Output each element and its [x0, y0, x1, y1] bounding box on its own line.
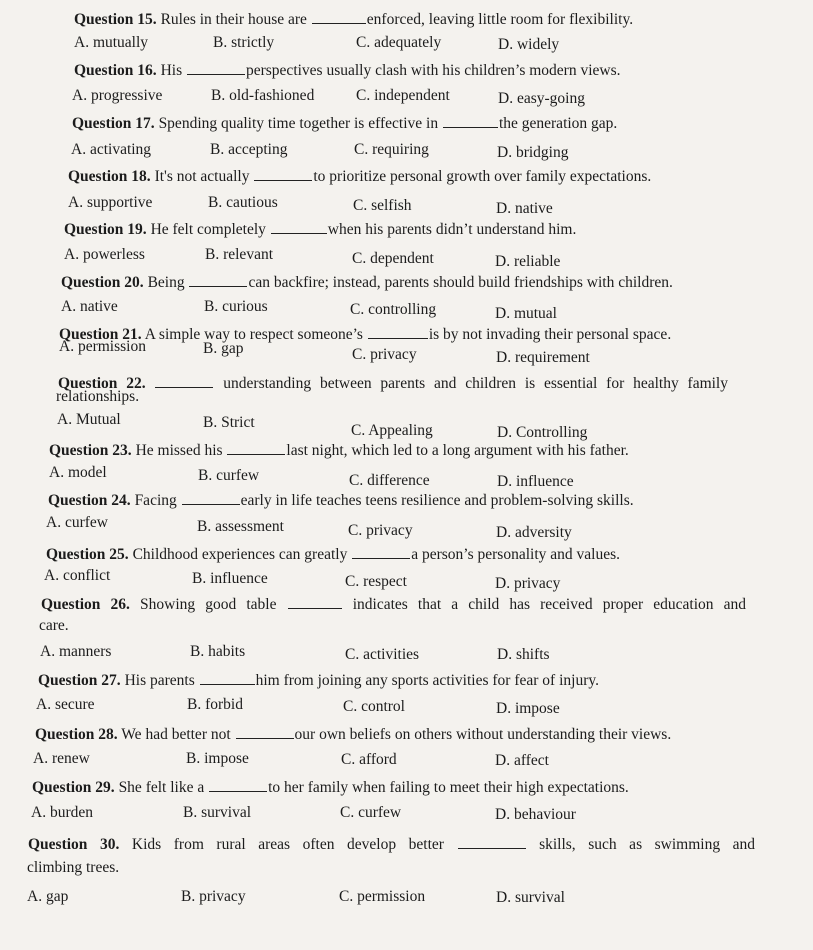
- option-d: D. requirement: [496, 349, 590, 366]
- option-d: D. easy-going: [498, 90, 585, 107]
- answer-blank: [368, 324, 428, 339]
- answer-blank: [182, 490, 240, 505]
- question-15: Question 15. Rules in their house are enforced, leaving little room for flexibility.: [74, 11, 634, 28]
- option-c: C. Appealing: [351, 422, 433, 439]
- option-c: C. adequately: [356, 34, 442, 51]
- question-text-before: Spending quality time together is effective in: [158, 115, 439, 132]
- option-a: A. powerless: [64, 246, 145, 263]
- answer-blank: [312, 9, 366, 24]
- question-text-after: enforced, leaving little room for flexibility.: [366, 11, 634, 28]
- option-b: B. accepting: [210, 141, 288, 158]
- option-a: A. supportive: [68, 194, 153, 211]
- option-b: B. Strict: [203, 414, 255, 431]
- option-c: C. permission: [339, 888, 426, 905]
- option-a: A. mutually: [74, 34, 149, 51]
- option-b: B. privacy: [181, 888, 246, 905]
- option-c: C. respect: [345, 573, 407, 590]
- option-c: C. requiring: [354, 141, 429, 158]
- question-20: Question 20. Being can backfire; instead, parents should build friendships with children.: [61, 274, 673, 291]
- question-19: Question 19. He felt completely when his parents didn’t understand him.: [64, 221, 577, 238]
- option-a: A. progressive: [72, 87, 163, 104]
- question-28: Question 28. We had better not our own beliefs on others without understanding their views.: [35, 726, 672, 743]
- option-b: B. gap: [203, 340, 244, 357]
- answer-blank: [271, 219, 327, 234]
- answer-blank: [458, 834, 526, 849]
- option-d: D. Controlling: [497, 424, 588, 441]
- question-text-after: understanding between parents and children is essential for healthy family: [223, 375, 728, 392]
- question-text-before: He missed his: [135, 442, 223, 459]
- question-text-before: He felt completely: [150, 221, 266, 238]
- option-c: C. privacy: [352, 346, 417, 363]
- option-b: B. curious: [204, 298, 268, 315]
- option-b: B. habits: [190, 643, 246, 660]
- option-b: B. cautious: [208, 194, 278, 211]
- question-27: Question 27. His parents him from joining any sports activities for fear of injury.: [38, 672, 599, 689]
- option-d: D. survival: [496, 889, 565, 906]
- option-b: B. old-fashioned: [211, 87, 315, 104]
- option-c: C. difference: [349, 472, 430, 489]
- answer-blank: [288, 594, 342, 609]
- question-16: Question 16. His perspectives usually clash with his children’s modern views.: [74, 62, 621, 79]
- option-b: B. strictly: [213, 34, 275, 51]
- option-a: A. renew: [33, 750, 90, 767]
- option-a: A. curfew: [46, 514, 108, 531]
- question-26: Question 26. Showing good table indicates that a child has received proper education and: [41, 596, 747, 613]
- question-text-after: early in life teaches teens resilience and problem-solving skills.: [240, 492, 634, 509]
- option-d: D. adversity: [496, 524, 572, 541]
- answer-blank: [200, 670, 255, 685]
- question-text-after: perspectives usually clash with his children’s modern views.: [245, 62, 621, 79]
- option-d: D. mutual: [495, 305, 557, 322]
- question-text-before: Childhood experiences can greatly: [132, 546, 348, 563]
- option-c: C. dependent: [352, 250, 434, 267]
- question-text-after: a person’s personality and values.: [411, 546, 620, 563]
- question-text-before: His: [160, 62, 183, 79]
- option-a: A. Mutual: [57, 411, 121, 428]
- option-d: D. bridging: [497, 144, 569, 161]
- option-a: A. gap: [27, 888, 69, 905]
- answer-blank: [209, 777, 267, 792]
- option-d: D. reliable: [495, 253, 561, 270]
- option-c: C. activities: [345, 646, 420, 663]
- option-b: B. curfew: [198, 467, 260, 484]
- option-c: C. independent: [356, 87, 450, 104]
- option-c: C. privacy: [348, 522, 413, 539]
- question-30-continued: climbing trees.: [27, 859, 120, 876]
- question-26-continued: care.: [39, 617, 69, 634]
- option-b: B. forbid: [187, 696, 243, 713]
- answer-blank: [189, 272, 247, 287]
- question-text-after: can backfire; instead, parents should build friendships with children.: [248, 274, 673, 291]
- answer-blank: [254, 166, 312, 181]
- question-18: Question 18. It's not actually to prioritize personal growth over family expectations.: [68, 168, 652, 185]
- question-24: Question 24. Facing early in life teaches teens resilience and problem-solving skills.: [48, 492, 634, 509]
- answer-blank: [443, 113, 498, 128]
- question-text-after: last night, which led to a long argument with his father.: [286, 442, 629, 459]
- option-d: D. native: [496, 200, 553, 217]
- question-text-after: to her family when failing to meet their high expectations.: [268, 779, 629, 796]
- question-25: Question 25. Childhood experiences can greatly a person’s personality and values.: [46, 546, 620, 563]
- question-17: Question 17. Spending quality time together is effective in the generation gap.: [72, 115, 618, 132]
- option-c: C. selfish: [353, 197, 412, 214]
- answer-blank: [187, 60, 245, 75]
- option-b: B. assessment: [197, 518, 284, 535]
- question-text-after: skills, such as swimming and: [539, 836, 756, 853]
- option-a: A. permission: [59, 338, 146, 355]
- question-text-before: Kids from rural areas often develop better: [131, 836, 444, 853]
- question-text-after: to prioritize personal growth over family expectations.: [313, 168, 652, 185]
- option-a: A. burden: [31, 804, 93, 821]
- answer-blank: [352, 544, 410, 559]
- option-b: B. influence: [192, 570, 268, 587]
- question-text-before: A simple way to respect someone’s: [144, 326, 363, 343]
- option-a: A. activating: [71, 141, 152, 158]
- option-a: A. manners: [40, 643, 112, 660]
- question-text-after: is by not invading their personal space.: [428, 326, 672, 343]
- question-23: Question 23. He missed his last night, which led to a long argument with his father.: [49, 442, 629, 459]
- option-c: C. afford: [341, 751, 397, 768]
- option-c: C. controlling: [350, 301, 437, 318]
- answer-blank: [155, 373, 213, 388]
- question-29: Question 29. She felt like a to her family when failing to meet their high expectations.: [32, 779, 629, 796]
- option-d: D. influence: [497, 473, 574, 490]
- question-text-before: Showing good table: [140, 596, 277, 613]
- option-d: D. widely: [498, 36, 560, 53]
- option-d: D. impose: [496, 700, 560, 717]
- question-text-after: indicates that a child has received proper education and: [352, 596, 747, 613]
- option-c: C. control: [343, 698, 405, 715]
- question-text-before: It's not actually: [154, 168, 250, 185]
- option-a: A. native: [61, 298, 118, 315]
- option-a: A. conflict: [44, 567, 111, 584]
- answer-blank: [236, 724, 294, 739]
- question-22: Question 22. understanding between parents and children is essential for healthy family: [58, 375, 728, 392]
- question-21: Question 21. A simple way to respect someone’s is by not invading their personal space.: [59, 326, 672, 343]
- option-b: B. relevant: [205, 246, 274, 263]
- option-b: B. survival: [183, 804, 252, 821]
- option-d: D. shifts: [497, 646, 550, 663]
- option-d: D. behaviour: [495, 806, 576, 823]
- option-c: C. curfew: [340, 804, 402, 821]
- question-22-continued: relationships.: [56, 388, 140, 405]
- question-text-before: She felt like a: [118, 779, 205, 796]
- question-30: Question 30. Kids from rural areas often develop better skills, such as swimming and: [28, 836, 756, 853]
- option-a: A. model: [49, 464, 107, 481]
- question-text-before: His parents: [124, 672, 195, 689]
- question-text-after: him from joining any sports activities for fear of injury.: [255, 672, 599, 689]
- option-b: B. impose: [186, 750, 249, 767]
- question-text-before: We had better not: [121, 726, 231, 743]
- question-text-before: Facing: [134, 492, 177, 509]
- question-text-after: our own beliefs on others without understanding their views.: [294, 726, 672, 743]
- option-a: A. secure: [36, 696, 95, 713]
- option-d: D. affect: [495, 752, 549, 769]
- answer-blank: [227, 440, 285, 455]
- question-text-after: the generation gap.: [498, 115, 618, 132]
- option-d: D. privacy: [495, 575, 561, 592]
- question-text-after: when his parents didn’t understand him.: [327, 221, 577, 238]
- question-text-before: Being: [147, 274, 185, 291]
- question-text-before: Rules in their house are: [160, 11, 307, 28]
